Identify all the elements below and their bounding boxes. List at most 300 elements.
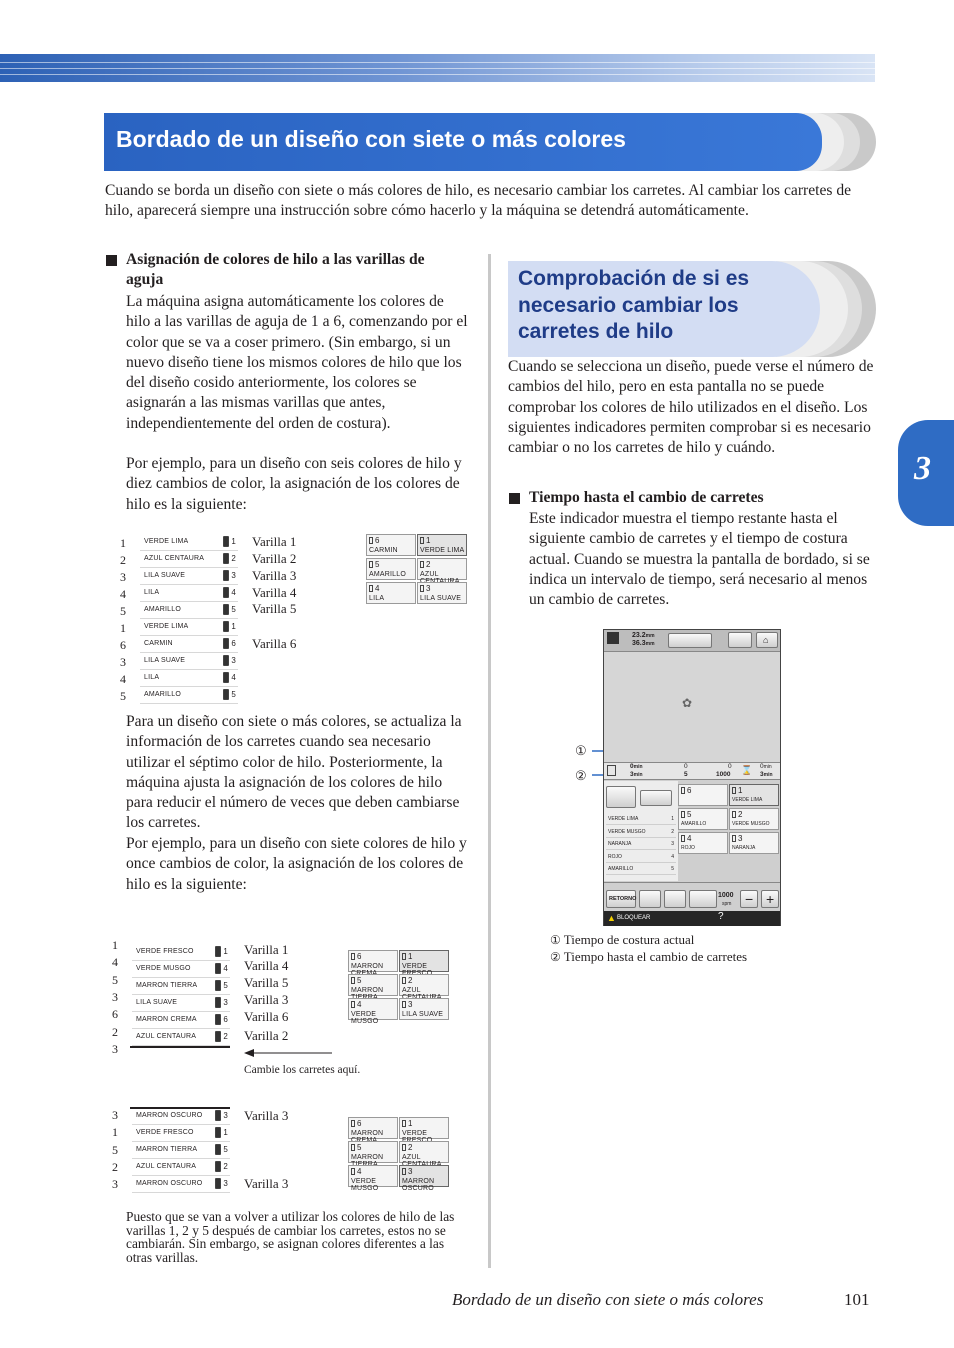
bullet-heading-line2: aguja bbox=[126, 271, 164, 288]
sequence-number: 6 bbox=[112, 1007, 118, 1022]
needle-number: 5 bbox=[375, 560, 380, 569]
color-name: VERDE MUSGO bbox=[351, 1178, 379, 1192]
needle-number: 3 bbox=[738, 834, 743, 843]
thread-row bbox=[140, 670, 238, 687]
spool-icon bbox=[223, 553, 229, 564]
needle-number: 1 bbox=[408, 1119, 413, 1128]
needle-number: 5 bbox=[231, 690, 236, 699]
example2-needle-grid bbox=[348, 950, 450, 1025]
screen-thread-row[interactable] bbox=[606, 851, 676, 863]
color-name: MARRON bbox=[351, 1154, 384, 1161]
bullet-square bbox=[106, 255, 117, 266]
thread-name: LILA bbox=[144, 589, 160, 596]
color-name: ROJO bbox=[681, 845, 695, 851]
spool-icon bbox=[402, 1168, 406, 1175]
left-para-3: Para un diseño con siete o más colores, se actualiza la información de los carretes cuando sea necesario utilizar el séptimo color de hilo. Posteriormente, la máquina ajusta la asignación de los colores de hilo para reducir el número de veces que deben cambiarse los carretes. bbox=[126, 713, 462, 832]
needle-number: 4 bbox=[357, 1000, 362, 1009]
needle-number: 4 bbox=[223, 964, 228, 973]
needle-label: Varilla 3 bbox=[252, 568, 297, 583]
thread-row bbox=[140, 602, 238, 619]
color-name: NARANJA bbox=[732, 845, 756, 851]
spool-icon bbox=[215, 946, 221, 957]
example1-needle-grid bbox=[366, 534, 468, 606]
thread-name: AMARILLO bbox=[144, 606, 181, 613]
callout-1: ① bbox=[575, 743, 587, 758]
color-name: AZUL bbox=[402, 1154, 421, 1161]
thread-name: LILA bbox=[144, 674, 160, 681]
needle-number: 2 bbox=[223, 1032, 228, 1041]
screen-thread-list bbox=[606, 813, 676, 877]
spool-icon bbox=[215, 1127, 221, 1138]
thread-row bbox=[132, 944, 230, 961]
needle-number: 3 bbox=[671, 841, 674, 847]
thread-row bbox=[140, 636, 238, 653]
needle-number: 1 bbox=[223, 947, 228, 956]
sequence-number: 3 bbox=[120, 655, 126, 669]
thread-row bbox=[132, 1125, 230, 1142]
thread-row bbox=[132, 1012, 230, 1029]
color-name: LILA SUAVE bbox=[420, 595, 462, 602]
color-name: AZUL bbox=[420, 571, 439, 578]
spool-icon bbox=[351, 1001, 355, 1008]
needle-number: 3 bbox=[223, 1179, 228, 1188]
spool-icon bbox=[223, 655, 229, 666]
thread-name: MARRON TIERRA bbox=[136, 1146, 198, 1153]
needle-cell bbox=[399, 1165, 449, 1192]
color-name: MARRON bbox=[351, 987, 384, 994]
needle-number: 1 bbox=[408, 952, 413, 961]
speed-unit: spm bbox=[722, 901, 732, 907]
needle-number: 5 bbox=[223, 981, 228, 990]
needle-number: 5 bbox=[223, 1145, 228, 1154]
spool-icon bbox=[351, 1168, 355, 1175]
thread-name: AZUL CENTAURA bbox=[136, 1163, 197, 1170]
thread-row bbox=[140, 653, 238, 670]
callout-2: ② bbox=[575, 768, 587, 783]
screen-needle-cell bbox=[729, 808, 779, 830]
spool-icon bbox=[402, 1144, 406, 1151]
needle-number: 3 bbox=[426, 584, 431, 593]
spool-icon bbox=[351, 977, 355, 984]
sequence-number: 1 bbox=[112, 938, 118, 952]
needle-cell bbox=[399, 1117, 449, 1139]
spool-icon bbox=[215, 1161, 221, 1172]
spool-icon bbox=[681, 787, 685, 794]
screen-needle-grid bbox=[678, 784, 780, 856]
color-name: CARMIN bbox=[369, 547, 398, 554]
needle-cell bbox=[348, 998, 398, 1025]
help-icon[interactable]: ? bbox=[718, 911, 724, 922]
position-button[interactable] bbox=[668, 633, 712, 648]
thread-name: MARRON TIERRA bbox=[136, 982, 198, 989]
needle-number: 3 bbox=[223, 1111, 228, 1120]
spool-icon bbox=[215, 1031, 221, 1042]
spool-icon bbox=[369, 537, 373, 544]
stitch-button[interactable] bbox=[689, 890, 717, 908]
needle-number: 6 bbox=[231, 639, 236, 648]
example1-sequence bbox=[120, 536, 130, 706]
needle-label: Varilla 3 bbox=[244, 1176, 289, 1191]
screen-thread-row[interactable] bbox=[606, 826, 676, 838]
thread-row bbox=[132, 1108, 230, 1125]
color-name: VERDE MUSGO bbox=[351, 1011, 379, 1025]
color-name: MARRON OSCURO bbox=[402, 1178, 435, 1192]
needle-number: 5 bbox=[357, 976, 362, 985]
color-name: AMARILLO bbox=[681, 821, 707, 827]
thread-row bbox=[140, 551, 238, 568]
frame-button[interactable] bbox=[639, 890, 661, 908]
design-motif-icon: ✿ bbox=[682, 696, 693, 710]
needle-number: 5 bbox=[357, 1143, 362, 1152]
spool-icon bbox=[223, 587, 229, 598]
spool-icon bbox=[223, 689, 229, 700]
remaining-time-0: 0min bbox=[760, 763, 772, 770]
spool-icon bbox=[215, 980, 221, 991]
thread-name: AZUL CENTAURA bbox=[136, 1033, 197, 1040]
home-icon: ⌂ bbox=[763, 635, 769, 645]
sequence-number: 3 bbox=[120, 570, 126, 584]
needle-label: Varilla 1 bbox=[252, 534, 297, 549]
sequence-number: 2 bbox=[112, 1159, 118, 1174]
right-bullet-heading: Tiempo hasta el cambio de carretes bbox=[529, 489, 764, 506]
spool-icon bbox=[223, 604, 229, 615]
needle-number: 3 bbox=[223, 998, 228, 1007]
chapter-tab bbox=[898, 420, 954, 526]
spool-icon bbox=[215, 997, 221, 1008]
sequence-number: 2 bbox=[120, 553, 126, 567]
spool-icon bbox=[420, 561, 424, 568]
needle-number: 2 bbox=[223, 1162, 228, 1171]
thread-row bbox=[132, 1159, 230, 1176]
needle-cell bbox=[348, 950, 398, 972]
spool-icon bbox=[351, 1120, 355, 1127]
color-sort-button[interactable] bbox=[640, 790, 672, 806]
sequence-number: 1 bbox=[120, 536, 126, 550]
needle-cell bbox=[348, 1117, 398, 1139]
spool-icon bbox=[223, 570, 229, 581]
sequence-number: 6 bbox=[120, 638, 126, 652]
color-name: VERDE LIMA bbox=[732, 797, 763, 803]
hourglass-icon: ⌛ bbox=[741, 765, 753, 775]
stitch-count-1000: 1000 bbox=[716, 771, 731, 778]
needle-number: 4 bbox=[375, 584, 380, 593]
spool-icon bbox=[420, 537, 424, 544]
needle-cell bbox=[348, 1141, 398, 1163]
needle-number: 1 bbox=[231, 622, 236, 631]
thread-row bbox=[140, 568, 238, 585]
left-para-2: Por ejemplo, para un diseño con seis colores de hilo y diez cambios de color, la asignación de los colores de hilo es la siguiente: bbox=[126, 455, 462, 513]
needle-cell bbox=[366, 582, 416, 604]
needle-cell bbox=[366, 558, 416, 580]
needle-number: 5 bbox=[687, 810, 692, 819]
color-name: MARRON bbox=[351, 963, 384, 970]
sequence-number: 4 bbox=[120, 672, 126, 686]
needle-cell bbox=[366, 534, 416, 556]
thread-row bbox=[132, 978, 230, 995]
spool-icon bbox=[215, 1178, 221, 1189]
stitch-count-0: 0 bbox=[728, 763, 732, 770]
needle-number: 6 bbox=[223, 1015, 228, 1024]
thread-name: ROJO bbox=[608, 853, 622, 860]
needle-cell bbox=[399, 1141, 449, 1163]
sequence-number: 5 bbox=[112, 1142, 118, 1157]
thread-row bbox=[132, 1029, 230, 1046]
spool-icon bbox=[351, 1144, 355, 1151]
needle-number: 4 bbox=[231, 673, 236, 682]
needle-cell bbox=[399, 998, 449, 1020]
left-para-4: Por ejemplo, para un diseño con siete colores de hilo y once cambios de color, la asignación de los colores de hilo es la siguiente: bbox=[126, 835, 467, 893]
needle-cell bbox=[399, 974, 449, 996]
spool-icon bbox=[369, 561, 373, 568]
thread-name: VERDE LIMA bbox=[144, 623, 189, 630]
sequence-number: 5 bbox=[120, 689, 126, 703]
change-arrow-icon bbox=[244, 1047, 334, 1059]
spool-icon bbox=[215, 1144, 221, 1155]
needle-button[interactable] bbox=[664, 890, 686, 908]
thread-name: AMARILLO bbox=[144, 691, 181, 698]
legend-1: ① Tiempo de costura actual bbox=[550, 932, 695, 947]
thread-row bbox=[140, 534, 238, 551]
color-name: AMARILLO bbox=[369, 571, 406, 578]
needle-number: 1 bbox=[426, 536, 431, 545]
speed-minus-button[interactable]: − bbox=[740, 890, 758, 908]
needle-number: 1 bbox=[223, 1128, 228, 1137]
subheading-line3: carretes de hilo bbox=[518, 320, 674, 343]
needle-label: Varilla 2 bbox=[244, 1028, 289, 1043]
color-name: VERDE LIMA bbox=[420, 547, 465, 554]
right-para-1: Cuando se selecciona un diseño, puede verse el número de cambios del hilo, pero en esta pantalla no se puede comprobar los colores de hilo utilizados en el diseño. Los siguientes indicadores permiten comprobar si es necesario cambiar o no los carretes de hilo y cuándo. bbox=[508, 358, 874, 457]
example1-needle-labels bbox=[252, 534, 332, 654]
speed-plus-button[interactable]: + bbox=[761, 890, 779, 908]
main-heading: Bordado de un diseño con siete o más colores bbox=[116, 126, 626, 152]
screen-thread-row[interactable] bbox=[606, 863, 676, 875]
needle-number: 2 bbox=[671, 828, 674, 835]
spool-icon bbox=[402, 977, 406, 984]
thread-name: AZUL CENTAURA bbox=[144, 555, 205, 562]
spool-icon bbox=[732, 787, 736, 794]
color-name: VERDE bbox=[402, 963, 428, 970]
sequence-number: 3 bbox=[112, 1177, 118, 1192]
spool-icon bbox=[369, 585, 373, 592]
size-w: 23.2mm bbox=[632, 632, 655, 639]
needle-number: 4 bbox=[357, 1167, 362, 1176]
current-sew-time: 0min bbox=[630, 763, 643, 770]
spool-icon bbox=[223, 638, 229, 649]
page-number: 101 bbox=[844, 1290, 870, 1309]
chapter-number: 3 bbox=[914, 450, 931, 487]
thread-name: LILA SUAVE bbox=[136, 999, 178, 1006]
machine-screen bbox=[603, 629, 781, 926]
sequence-number: 1 bbox=[112, 1125, 118, 1140]
spool-icon bbox=[223, 536, 229, 547]
thumbnail-button[interactable] bbox=[606, 786, 636, 808]
remaining-time-3: 3min bbox=[760, 771, 773, 778]
needle-number: 5 bbox=[671, 866, 674, 872]
spool-icon bbox=[402, 953, 406, 960]
screen-needle-cell bbox=[678, 784, 728, 806]
sequence-number: 4 bbox=[112, 955, 118, 970]
color-name: MARRON bbox=[351, 1130, 384, 1137]
color-count-0: 0 bbox=[684, 763, 688, 770]
needle-number: 1 bbox=[231, 537, 236, 546]
thread-name: AMARILLO bbox=[608, 866, 634, 872]
example2-needle-labels bbox=[244, 942, 324, 1052]
spool-icon bbox=[681, 811, 685, 818]
spool-icon bbox=[402, 1120, 406, 1127]
needle-number: 5 bbox=[231, 605, 236, 614]
speed-value: 1000 bbox=[718, 892, 734, 899]
needle-number: 2 bbox=[231, 554, 236, 563]
thread-name: VERDE LIMA bbox=[144, 538, 189, 545]
thread-name: VERDE FRESCO bbox=[136, 948, 194, 955]
spool-icon bbox=[681, 835, 685, 842]
top-band bbox=[0, 54, 875, 82]
thread-name: NARANJA bbox=[608, 841, 632, 847]
bullet-heading-line1: Asignación de colores de hilo a las varillas de bbox=[126, 251, 425, 268]
needle-cell bbox=[417, 582, 467, 604]
needle-number: 3 bbox=[231, 656, 236, 665]
thread-row bbox=[140, 585, 238, 602]
needle-number: 2 bbox=[408, 976, 413, 985]
needle-number: 4 bbox=[231, 588, 236, 597]
color-name: AZUL bbox=[402, 987, 421, 994]
screen-needle-cell bbox=[729, 832, 779, 854]
needle-label: Varilla 4 bbox=[252, 585, 297, 600]
needle-cell bbox=[417, 534, 467, 556]
needle-label: Varilla 2 bbox=[252, 551, 297, 566]
screen-needle-cell bbox=[729, 784, 779, 806]
bullet-square-right bbox=[509, 493, 520, 504]
sequence-number: 3 bbox=[112, 1108, 118, 1122]
needle-number: 6 bbox=[687, 786, 692, 795]
color-name: VERDE bbox=[402, 1130, 428, 1137]
thread-row bbox=[132, 995, 230, 1012]
screen-needle-cell bbox=[678, 832, 728, 854]
needle-number: 4 bbox=[671, 853, 674, 860]
example2-end-marker bbox=[130, 1046, 230, 1048]
example3-thread-list bbox=[132, 1108, 230, 1194]
needle-number: 6 bbox=[357, 952, 362, 961]
needle-number: 2 bbox=[426, 560, 431, 569]
retorno-button[interactable]: RETORNO bbox=[606, 890, 636, 908]
needle-label: Varilla 3 bbox=[244, 1108, 289, 1123]
color-name: LILA bbox=[369, 595, 385, 602]
thread-name: MARRON OSCURO bbox=[136, 1112, 203, 1119]
needle-label: Varilla 4 bbox=[244, 958, 289, 973]
example3-needle-labels bbox=[244, 1108, 324, 1198]
spool-change-icon bbox=[607, 765, 616, 776]
needle-label: Varilla 5 bbox=[244, 975, 289, 990]
intro-paragraph: Cuando se borda un diseño con siete o más colores de hilo, es necesario cambiar los carretes. Al cambiar los carretes de hilo, aparecerá siempre una instrucción sobre cómo hacerlo y la máquina se detendrá automáticamente. bbox=[105, 182, 852, 220]
spool-icon bbox=[732, 811, 736, 818]
thread-name: LILA SUAVE bbox=[144, 572, 186, 579]
spool-icon bbox=[215, 1014, 221, 1025]
thread-row bbox=[140, 687, 238, 704]
legend-2: ② Tiempo hasta el cambio de carretes bbox=[550, 949, 748, 964]
needle-label: Varilla 6 bbox=[252, 636, 297, 651]
screen-thread-row[interactable] bbox=[606, 813, 676, 825]
right-para-2: Este indicador muestra el tiempo restante hasta el siguiente cambio de carretes y el tiempo de costura actual. Cuando se muestra la pantalla de bordado, si se indica un intervalo de tiempo, será necesario al menos un cambio de carretes. bbox=[529, 510, 870, 609]
sequence-number: 3 bbox=[112, 989, 118, 1004]
layout-button[interactable] bbox=[728, 632, 752, 648]
thread-name: CARMIN bbox=[144, 640, 173, 647]
sequence-number: 2 bbox=[112, 1024, 118, 1039]
spool-icon bbox=[420, 585, 424, 592]
sequence-number: 1 bbox=[120, 621, 126, 635]
screen-thread-row[interactable] bbox=[606, 838, 676, 850]
example2-thread-list bbox=[132, 944, 230, 1048]
needle-number: 3 bbox=[231, 571, 236, 580]
thread-name: MARRON OSCURO bbox=[136, 1180, 203, 1187]
example3-sequence bbox=[112, 1108, 122, 1198]
warning-icon: ▲ bbox=[607, 913, 616, 923]
needle-cell bbox=[348, 1165, 398, 1192]
thread-row bbox=[140, 619, 238, 636]
needle-cell bbox=[348, 974, 398, 996]
thread-name: VERDE LIMA bbox=[608, 816, 639, 822]
needle-number: 3 bbox=[408, 1167, 413, 1176]
sequence-number: 4 bbox=[120, 587, 126, 601]
spool-icon bbox=[402, 1001, 406, 1008]
color-name: LILA SUAVE bbox=[402, 1011, 444, 1018]
spool-icon bbox=[223, 672, 229, 683]
needle-number: 1 bbox=[738, 786, 743, 795]
needle-cell bbox=[417, 558, 467, 580]
thread-row bbox=[132, 1176, 230, 1193]
color-name: VERDE MUSGO bbox=[732, 821, 770, 827]
spool-icon bbox=[215, 963, 221, 974]
example1-thread-list bbox=[140, 534, 238, 706]
needle-number: 6 bbox=[357, 1119, 362, 1128]
size-h: 36.3mm bbox=[632, 640, 655, 647]
size-icon bbox=[607, 632, 619, 644]
example2-sequence bbox=[112, 938, 122, 1068]
thread-name: MARRON CREMA bbox=[136, 1016, 197, 1023]
sequence-number: 5 bbox=[120, 604, 126, 618]
column-divider bbox=[488, 254, 491, 1268]
needle-label: Varilla 6 bbox=[244, 1009, 289, 1024]
home-button[interactable] bbox=[756, 632, 778, 648]
needle-label: Varilla 1 bbox=[244, 942, 289, 957]
sequence-number: 3 bbox=[112, 1041, 118, 1056]
spool-icon bbox=[215, 1110, 221, 1121]
thread-name: VERDE FRESCO bbox=[136, 1129, 194, 1136]
bloquear-label[interactable]: BLOQUEAR bbox=[617, 915, 651, 921]
sequence-number: 5 bbox=[112, 972, 118, 987]
spool-icon bbox=[223, 621, 229, 632]
screen-needle-cell bbox=[678, 808, 728, 830]
time-to-change: 3min bbox=[630, 771, 643, 778]
needle-cell bbox=[399, 950, 449, 972]
subheading-line2: necesario cambiar los bbox=[518, 294, 739, 317]
spool-icon bbox=[732, 835, 736, 842]
needle-label: Varilla 3 bbox=[244, 992, 289, 1007]
needle-number: 6 bbox=[375, 536, 380, 545]
needle-number: 3 bbox=[408, 1000, 413, 1009]
footnote: Puesto que se van a volver a utilizar los colores de hilo de las varillas 1, 2 y 5 después de cambiar los carretes, estos no se cambiarán. Sin embargo, se asignan colores diferentes a las otras varillas. bbox=[126, 1209, 455, 1265]
footer-title: Bordado de un diseño con siete o más colores bbox=[452, 1290, 764, 1309]
example3-needle-grid bbox=[348, 1117, 450, 1192]
change-note: Cambie los carretes aquí. bbox=[244, 1064, 361, 1076]
thread-name: LILA SUAVE bbox=[144, 657, 186, 664]
thread-row bbox=[132, 1142, 230, 1159]
thread-row bbox=[132, 961, 230, 978]
needle-number: 2 bbox=[408, 1143, 413, 1152]
left-para-1: La máquina asigna automáticamente los colores de hilo a las varillas de aguja de 1 a 6, comenzando por el color que se va a coser primero. (Sin embargo, si un nuevo diseño tiene los mismos colores de hilo que los del diseño cosido anteriormente, los colores se asignarán a las mismas varillas que antes, independientemente del orden de costura). bbox=[126, 293, 468, 432]
color-count-5: 5 bbox=[684, 771, 688, 778]
subheading-line1: Comprobación de si es bbox=[518, 267, 750, 290]
thread-name: VERDE MUSGO bbox=[608, 828, 646, 835]
